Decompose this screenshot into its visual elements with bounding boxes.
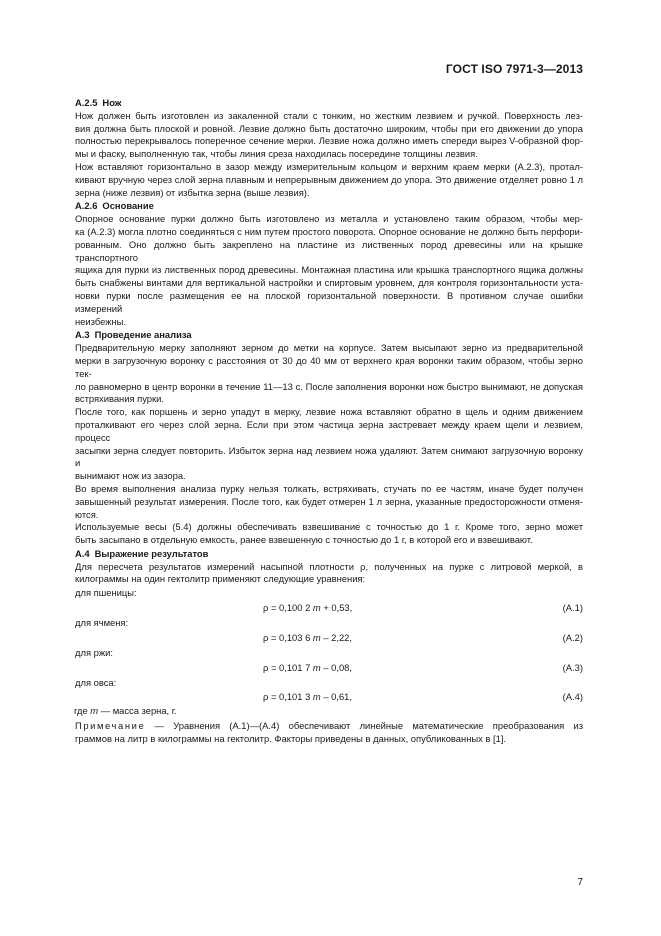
standard-code-header: ГОСТ ISO 7971-3—2013: [445, 62, 583, 76]
equation-rhs: – 0,08,: [320, 661, 352, 673]
equation-label-barley: для ячменя:: [75, 617, 129, 629]
where-description: — масса зерна, г.: [98, 705, 177, 717]
equation-formula: [263, 662, 352, 675]
text-line: вынимают нож из зазора.: [75, 470, 186, 482]
equation-number: (А.4): [562, 691, 583, 703]
equation-rhs: – 0,61,: [320, 691, 352, 703]
equation-variable: m: [312, 602, 321, 614]
text-line: ка (А.2.3) могла плотно соединяться с ним путем простого поворота. Опорное основание не должно быть перфори-: [75, 225, 583, 237]
text-line: неизбежны.: [75, 315, 126, 327]
text-line: вия должна быть плоской и ровной. Лезвие должно быть достаточно широким, чтобы при его движении до упора: [75, 122, 583, 134]
equation-number: (А.1): [562, 602, 583, 614]
text-line: мы и фаску, выполненную так, чтобы линия среза находилась посередине толщины лезвия.: [75, 148, 478, 160]
note-label: Примечание: [75, 720, 146, 732]
heading-a25: [75, 97, 583, 110]
equation-formula: [263, 632, 352, 645]
text-line: новки пурки после размещения ее на плоской горизонтальной поверхности. В противном случае ошибки измерений: [75, 289, 583, 314]
text-line: кивают вручную через слой зерна плавным и непрерывным движением до упора. Это движение отделяет ровно 1 л: [75, 173, 583, 185]
text-line: быть засыпано в отдельную емкость, ранее взвешенную с точностью до 1 г, в которой его и взвешивают.: [75, 534, 533, 546]
heading-number: А.4: [75, 547, 90, 559]
paragraph-analysis-3: [75, 483, 583, 521]
heading-a3: [75, 329, 583, 342]
text-line: После того, как поршень и зерно упадут в мерку, лезвие ножа вставляют обратно в щель и одним движением: [75, 406, 583, 418]
equation-formula: [263, 602, 352, 615]
note-line: [75, 720, 583, 733]
heading-a26: [75, 200, 583, 213]
text-line: Во время выполнения анализа пурку нельзя толкать, встряхивать, стучать по ее частям, иначе будет получен: [75, 482, 583, 494]
paragraph-analysis-1: [75, 342, 583, 406]
equation-a4: [75, 690, 583, 705]
equation-lhs: ρ = 0,100 2: [263, 602, 313, 614]
equation-label-rye: для ржи:: [75, 646, 113, 658]
text-line: рованным. Оно должно быть закреплено на пластине из лиственных пород древесины или на крышке транспортного: [75, 238, 583, 263]
paragraph-knife-description: [75, 110, 583, 161]
text-line: Для пересчета результатов измерений насыпной плотности ρ, полученных на пурке с литровой меркой, в: [75, 560, 583, 572]
text-line: быть снабжены винтами для вертикальной настройки и спиртовым уровнем, для контроля горизонтальности уста-: [75, 277, 583, 289]
equation-number: (А.3): [562, 661, 583, 673]
page-number: 7: [577, 877, 583, 888]
equation-variable: m: [312, 691, 321, 703]
equation-a3: [75, 661, 583, 676]
equation-lhs: ρ = 0,101 7: [263, 661, 313, 673]
heading-number: А.2.5: [75, 97, 98, 108]
heading-number: А.3: [75, 329, 90, 341]
paragraph-analysis-2: [75, 406, 583, 483]
where-variable: m: [90, 705, 99, 717]
text-line: полностью перекрывалось поперечное сечение мерки. Лезвие ножа должно иметь спереди вырез V-образной фор-: [75, 135, 583, 147]
equation-formula: [263, 691, 352, 704]
where-clause: [74, 705, 583, 718]
text-line: Нож должен быть изготовлен из закаленной стали с тонким, но жестким лезвием и ручкой. Поверхность лез-: [75, 109, 583, 121]
text-line: ящика для пурки из лиственных пород древесины. Монтажная пластина или крышка транспортного ящика должны: [75, 264, 583, 276]
equation-variable: m: [312, 661, 321, 673]
heading-number: А.2.6: [75, 200, 98, 212]
equation-rhs: – 2,22,: [320, 631, 352, 643]
note-paragraph: [75, 720, 583, 746]
paragraph-results-intro: [75, 561, 583, 587]
heading-title: Выражение результатов: [94, 547, 209, 559]
text-line: Нож вставляют горизонтально в зазор между измерительным кольцом и верхним краем мерки (А.2.3), протал-: [75, 160, 583, 172]
equation-rhs: + 0,53,: [320, 602, 353, 614]
text-line: килограммы на один гектолитр применяют следующие уравнения:: [75, 573, 366, 585]
heading-title: Проведение анализа: [94, 329, 192, 341]
paragraph-analysis-4: [75, 521, 583, 547]
equation-a1: [75, 601, 583, 616]
text-line: Предварительную мерку заполняют зерном до метки на корпусе. Затем высыпают зерно из предварительной: [75, 342, 583, 354]
heading-title: Основание: [102, 200, 154, 212]
equation-label-oats: для овса:: [75, 676, 117, 688]
paragraph-knife-use: [75, 161, 583, 199]
equation-lhs: ρ = 0,103 6: [263, 631, 313, 643]
heading-a4: [75, 548, 583, 561]
text-line: ло равномерно в центр воронки в течение 11—13 с. После заполнения воронки нож быстро вынимают, не допуская: [75, 380, 583, 392]
page-body: [75, 96, 583, 746]
text-line: зерна (ниже лезвия) от избытка зерна (выше лезвия).: [75, 186, 310, 198]
note-line: граммов на литр в килограммы на гектолитр. Факторы приведены в данных, опубликованных в [1].: [75, 733, 507, 745]
text-line: засыпки зерна следует повторить. Избыток зерна над лезвием ножа удаляют. Затем снимают загрузочную воронку и: [75, 444, 583, 469]
note-text: — Уравнения (А.1)—(А.4) обеспечивают линейные математические преобразования из: [145, 720, 583, 732]
where-prefix: где: [74, 705, 91, 717]
equation-variable: m: [312, 631, 321, 643]
text-line: завышенный результат измерения. После того, как будет отмерен 1 л зерна, указанные предосторожности отменя-: [75, 495, 583, 507]
heading-title: Нож: [102, 97, 122, 108]
text-line: проталкивают его через слой зерна. Если при этом частица зерна застревает между краем щели и лезвием, процесс: [75, 418, 583, 443]
equation-a2: [75, 631, 583, 646]
text-line: мерки в загрузочную воронку с расстояния от 30 до 40 мм от верхнего края воронки таким образом, чтобы зерно тек-: [75, 354, 583, 379]
text-line: Опорное основание пурки должно быть изготовлено из металла и установлено таким образом, чтобы мер-: [75, 213, 583, 225]
equation-label-wheat: для пшеницы:: [75, 587, 137, 599]
text-line: встряхивания пурки.: [75, 393, 164, 405]
equation-lhs: ρ = 0,101 3: [263, 691, 313, 703]
text-line: ются.: [75, 508, 99, 520]
paragraph-base-description: [75, 213, 583, 328]
text-line: Используемые весы (5.4) должны обеспечивать взвешивание с точностью до 1 г. Кроме того, зерно может: [75, 521, 583, 533]
equation-number: (А.2): [562, 631, 583, 643]
